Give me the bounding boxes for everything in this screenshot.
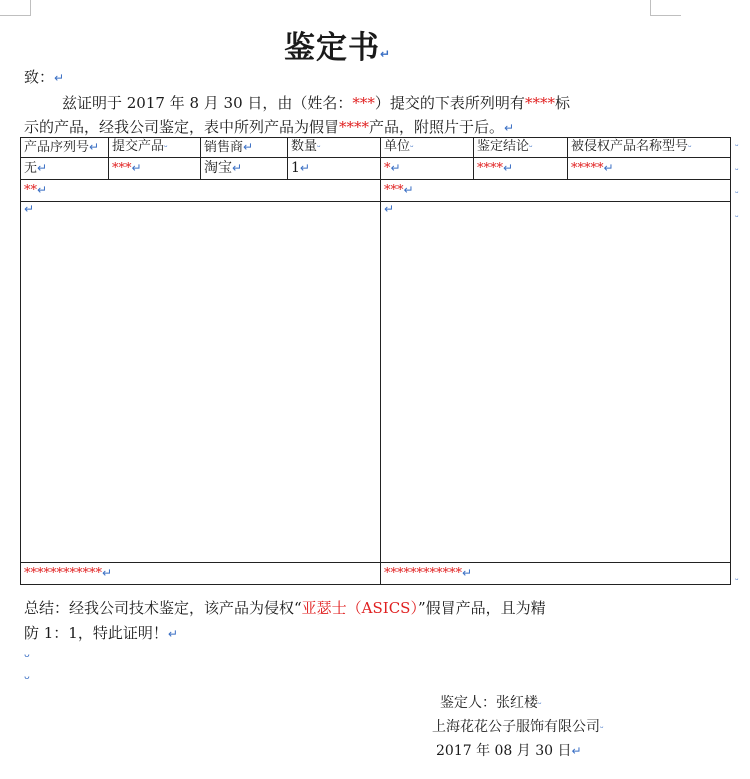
intro-text: 产品，附照片于后。: [369, 118, 505, 136]
intro-text: 示的产品，经我公司鉴定，表中所列产品为假冒: [24, 118, 340, 136]
header-cell: 产品序列号↵: [21, 138, 109, 158]
table-cell: ***↵: [109, 158, 201, 180]
paragraph-mark-icon: ↵: [89, 140, 100, 154]
row-end-mark-icon: ᵕ: [735, 166, 739, 176]
paragraph-mark-icon: ↵: [403, 183, 414, 197]
cell-mark-icon: ᵕ: [529, 143, 533, 153]
footer-row: [21, 563, 731, 585]
title-text: 鉴定书: [284, 30, 380, 66]
paragraph-mark-icon: ↵: [54, 71, 65, 85]
summary-text: 总结：经我公司技术鉴定，该产品为侵权“: [24, 599, 302, 617]
paragraph-mark-icon: ↵: [102, 566, 113, 580]
photo-cell-right: [381, 202, 731, 563]
header-cell: 数量ᵕ: [288, 138, 381, 158]
to-line: [24, 66, 64, 87]
header-cell: 鉴定结论ᵕ: [474, 138, 568, 158]
paragraph-mark-icon: ↵: [384, 202, 395, 216]
table-cell: ****↵: [474, 158, 568, 180]
cell-mark-icon: ᵕ: [688, 143, 692, 153]
table-cell: 1↵: [288, 158, 381, 180]
intro-text: ）提交的下表所列明有: [374, 94, 525, 112]
table-cell: *↵: [381, 158, 474, 180]
empty-paragraph-mark-icon: ᵕ: [24, 670, 31, 688]
cell-mark-icon: ᵕ: [164, 143, 168, 153]
table-cell: 淘宝↵: [201, 158, 288, 180]
brand-name: 亚瑟士（ASICS）: [301, 599, 418, 617]
document-title: [284, 22, 391, 67]
paragraph-mark-icon: ↵: [603, 161, 614, 175]
paragraph-mark-icon: ↵: [167, 627, 178, 641]
paragraph-mark-icon: ↵: [504, 121, 515, 135]
redacted-name: ***: [352, 94, 375, 112]
paragraph-mark-icon: ↵: [37, 183, 48, 197]
row-end-mark-icon: ᵕ: [735, 213, 739, 223]
page-corner-right: [650, 0, 681, 16]
date-text: 2017 年 08 月 30 日: [436, 743, 572, 759]
intro-text: 兹证明于 2017 年 8 月 30 日，由（姓名：: [62, 94, 353, 112]
header-cell: 单位ᵕ: [381, 138, 474, 158]
paragraph-mark-icon: ↵: [37, 161, 48, 175]
header-cell: 销售商↵: [201, 138, 288, 158]
photo-label-left: **↵: [21, 180, 381, 202]
to-label: 致：: [24, 68, 55, 86]
paragraph-mark-icon: ↵: [243, 140, 254, 154]
cell-mark-icon: ᵕ: [317, 143, 321, 153]
date-line: [436, 740, 582, 760]
header-cell: 提交产品ᵕ: [109, 138, 201, 158]
paragraph-mark-icon: ↵: [390, 161, 401, 175]
appraiser-line: [440, 692, 542, 712]
redacted-brand: ****: [339, 118, 370, 136]
page-corner-left: [0, 0, 31, 16]
appraiser-text: 鉴定人：张红楼: [440, 695, 538, 711]
summary-line-1: [24, 597, 546, 618]
cell-mark-icon: ᵕ: [600, 724, 604, 734]
footer-cell-left: ************↵: [21, 563, 381, 585]
paragraph-mark-icon: ↵: [571, 744, 582, 758]
table-cell: 无↵: [21, 158, 109, 180]
redacted-brand: ****: [524, 94, 555, 112]
paragraph-mark-icon: ↵: [380, 47, 392, 61]
intro-text: 标: [554, 94, 570, 112]
paragraph-mark-icon: ↵: [299, 161, 310, 175]
table-header-row: [21, 138, 731, 158]
summary-text: 防 1：1，特此证明！: [24, 624, 168, 642]
appraisal-table: [20, 137, 731, 585]
table-row: [21, 158, 731, 180]
intro-line-1: [62, 92, 570, 113]
paragraph-mark-icon: ↵: [24, 202, 35, 216]
row-end-mark-icon: ᵕ: [735, 189, 739, 199]
header-cell: 被侵权产品名称型号ᵕ: [568, 138, 731, 158]
row-end-mark-icon: ᵕ: [735, 142, 739, 152]
footer-cell-right: ************↵: [381, 563, 731, 585]
empty-paragraph-mark-icon: ᵕ: [24, 648, 31, 666]
table-cell: *****↵: [568, 158, 731, 180]
paragraph-mark-icon: ↵: [503, 161, 514, 175]
photo-label-row: [21, 180, 731, 202]
paragraph-mark-icon: ↵: [232, 161, 243, 175]
company-text: 上海花花公子服饰有限公司: [432, 719, 600, 735]
summary-line-2: [24, 622, 178, 643]
cell-mark-icon: ᵕ: [410, 143, 414, 153]
photo-row: [21, 202, 731, 563]
paragraph-mark-icon: ↵: [131, 161, 142, 175]
summary-text: ”假冒产品，且为精: [417, 599, 546, 617]
photo-cell-left: [21, 202, 381, 563]
row-end-mark-icon: ᵕ: [735, 576, 739, 586]
intro-line-2: [24, 116, 514, 137]
photo-label-right: ***↵: [381, 180, 731, 202]
cell-mark-icon: ᵕ: [538, 700, 542, 710]
company-line: [432, 716, 604, 736]
paragraph-mark-icon: ↵: [462, 566, 473, 580]
